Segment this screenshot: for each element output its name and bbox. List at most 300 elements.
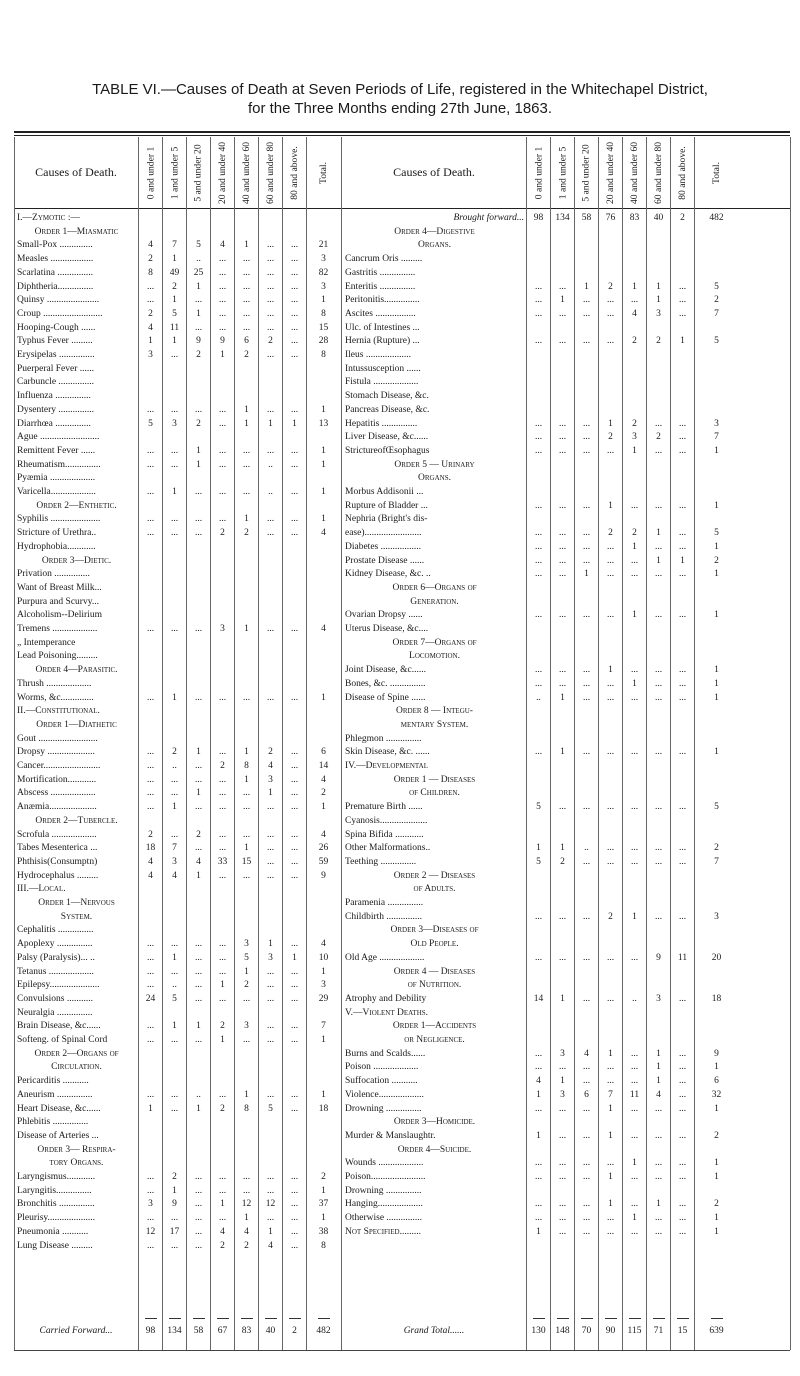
table-cell: ... [582, 665, 591, 676]
table-cell: 2 [608, 281, 613, 292]
table-cell: ... [170, 829, 179, 840]
table-cell: ... [654, 856, 663, 867]
table-cell: 1 [656, 295, 661, 306]
total-cell: 98 [145, 1326, 156, 1336]
table-cell: 1 [148, 336, 153, 347]
header-label: 0 and under 1 [533, 146, 544, 200]
table-row-cause: Order 2—Organs of [34, 1048, 119, 1059]
table-cell: 2 [220, 1240, 225, 1251]
table-cell: ... [290, 1199, 299, 1210]
table-row-cause: Phlegmon ............... [345, 733, 422, 744]
table-cell: ... [654, 843, 663, 854]
table-cell: ... [558, 678, 567, 689]
table-cell: 1 [196, 788, 201, 799]
header-label: 20 and under 40 [217, 141, 228, 205]
table-cell: ... [606, 308, 615, 319]
table-cell: ... [654, 665, 663, 676]
header-label: 60 and under 80 [653, 141, 664, 205]
table-cell: 12 [145, 1226, 156, 1237]
table-cell: .. [268, 459, 273, 470]
table-cell: 1 [714, 445, 719, 456]
table-cell: ... [558, 541, 567, 552]
bottom-rule [14, 1350, 790, 1351]
table-cell: 1 [268, 939, 273, 950]
table-cell: ... [558, 1103, 567, 1114]
total-dash [629, 1318, 641, 1319]
table-cell: 3 [172, 418, 177, 429]
table-cell: 3 [220, 624, 225, 634]
table-row-cause: Burns and Scalds...... [345, 1048, 426, 1059]
table-cell: ... [534, 281, 543, 292]
table-cell: 1 [321, 692, 326, 703]
table-cell: 2 [220, 1021, 225, 1032]
table-cell: ... [534, 1172, 543, 1182]
table-cell: ... [654, 1213, 663, 1224]
table-cell: ... [290, 308, 299, 319]
table-cell: 1 [244, 240, 249, 251]
table-cell: ... [582, 802, 591, 813]
table-cell: 2 [148, 308, 153, 319]
header-age-col-2 [163, 140, 187, 206]
table-cell: ... [606, 541, 615, 552]
table-cell: ... [218, 1213, 227, 1224]
table-row-cause: Teething ............... [345, 856, 417, 867]
table-row-cause: Puerperal Fever ...... [17, 363, 95, 374]
table-cell: ... [678, 1089, 687, 1100]
table-cell: 1 [680, 555, 685, 566]
table-cell: ... [582, 1103, 591, 1114]
table-cell: ... [558, 500, 567, 511]
table-cell: ... [582, 678, 591, 689]
table-cell: ... [582, 1172, 591, 1182]
header-age-col-1 [527, 140, 551, 206]
table-row-cause: mentary System. [400, 719, 469, 730]
table-cell: ... [290, 829, 299, 840]
table-cell: ... [290, 1213, 299, 1224]
header-age-col-5 [623, 140, 647, 206]
table-cell: ... [266, 1172, 275, 1182]
header-age-col-total [307, 140, 341, 206]
table-cell: 1 [584, 569, 589, 580]
table-cell: ... [194, 1035, 203, 1045]
table-cell: 4 [148, 240, 153, 251]
table-cell: ... [146, 1213, 155, 1224]
table-cell: ... [242, 692, 251, 703]
table-cell: ... [194, 404, 203, 415]
table-cell: ... [242, 487, 251, 497]
table-cell: ... [242, 322, 251, 333]
table-cell: 1 [536, 1130, 541, 1141]
table-cell: ... [218, 788, 227, 799]
table-cell: ... [266, 350, 275, 360]
table-cell: ... [266, 240, 275, 251]
table-cell: 12 [265, 1199, 276, 1210]
table-cell: ... [146, 747, 155, 758]
table-cell: ... [170, 350, 179, 360]
table-row-cause: Cephalitis ............... [17, 925, 94, 936]
table-row-cause: Cancer........................ [17, 761, 101, 771]
table-row-cause: Uterus Disease, &c.... [345, 624, 429, 634]
table-cell: 11 [629, 1089, 640, 1100]
table-cell: ... [218, 1185, 227, 1196]
table-cell: ... [582, 541, 591, 552]
table-cell: ... [678, 295, 687, 306]
table-row-cause: Ovarian Dropsy ...... [345, 610, 423, 621]
table-row-cause: Syphilis ..................... [17, 514, 101, 525]
table-cell: ... [534, 541, 543, 552]
table-cell: 1 [656, 1076, 661, 1087]
table-cell: ... [654, 500, 663, 511]
table-cell: 5 [172, 308, 177, 319]
table-row-cause: Old People. [410, 939, 459, 950]
table-cell: 1 [560, 993, 565, 1004]
table-cell: ... [146, 445, 155, 456]
table-cell: 1 [244, 747, 249, 758]
table-cell: 1 [321, 404, 326, 415]
table-cell: ... [654, 1158, 663, 1169]
header-age-col-3 [575, 140, 599, 206]
table-cell: ... [534, 665, 543, 676]
table-cell: ... [630, 295, 639, 306]
table-cell: ... [678, 569, 687, 580]
table-cell: ... [290, 774, 299, 785]
table-row-cause: Order 1—Accidents [392, 1021, 477, 1032]
table-cell: 1 [196, 870, 201, 881]
table-cell: 4 [632, 308, 637, 319]
table-row-cause: Brought forward... [453, 213, 524, 223]
table-cell: 1 [714, 1062, 719, 1073]
table-cell: ... [678, 445, 687, 456]
table-cell: ... [218, 514, 227, 525]
table-row-cause: Order 2 — Diseases [393, 870, 476, 881]
table-cell: 3 [656, 993, 661, 1004]
table-cell: 7 [321, 1021, 326, 1032]
table-cell: ... [558, 1213, 567, 1224]
table-cell: ... [290, 788, 299, 799]
header-age-col-7 [671, 140, 695, 206]
table-cell: 8 [321, 308, 326, 319]
table-cell: 1 [714, 500, 719, 511]
table-cell: 1 [321, 295, 326, 306]
table-row-cause: Pyæmia ................... [17, 473, 96, 484]
table-cell: 9 [714, 1048, 719, 1059]
table-cell: 2 [268, 747, 273, 758]
table-row-cause: Order 2—Tubercle. [35, 815, 118, 826]
total-dash [145, 1318, 157, 1319]
table-row-cause: Drowning ............... [345, 1185, 422, 1196]
table-cell: ... [218, 418, 227, 429]
table-cell: 1 [196, 459, 201, 470]
table-cell: ... [630, 1062, 639, 1073]
table-row-cause: Neuralgia ............... [17, 1007, 93, 1018]
table-cell: 37 [318, 1199, 329, 1210]
table-row-cause: Diabetes ................. [345, 541, 421, 552]
table-row-cause: Locomotion. [409, 651, 460, 662]
table-cell: 8 [148, 267, 153, 278]
table-cell: ... [290, 1185, 299, 1196]
table-cell: ... [606, 445, 615, 456]
table-cell: ... [678, 1048, 687, 1059]
table-row-cause: Want of Breast Milk... [17, 582, 102, 593]
table-cell: 83 [629, 213, 640, 223]
table-cell: 3 [148, 1199, 153, 1210]
table-row-cause: IV.—Developmental [345, 761, 428, 771]
table-cell: ... [534, 747, 543, 758]
table-cell: ... [558, 802, 567, 813]
table-cell: ... [218, 993, 227, 1004]
table-cell: ... [170, 459, 179, 470]
table-cell: 4 [220, 1226, 225, 1237]
table-cell: ... [218, 843, 227, 854]
table-row-cause: Hanging................... [345, 1199, 423, 1210]
table-cell: ... [654, 692, 663, 703]
table-cell: ... [558, 308, 567, 319]
table-cell: 5 [714, 336, 719, 347]
table-cell: 1 [714, 1213, 719, 1224]
table-cell: 482 [709, 213, 724, 223]
table-cell: 11 [677, 952, 688, 963]
table-cell: 2 [632, 418, 637, 429]
header-label: 20 and under 40 [605, 141, 616, 205]
table-cell: 9 [172, 1199, 177, 1210]
table-cell: .. [268, 487, 273, 497]
table-cell: 1 [656, 555, 661, 566]
table-cell: 1 [196, 1021, 201, 1032]
table-row-cause: Poison ................... [345, 1062, 419, 1073]
table-cell: ... [290, 747, 299, 758]
table-row-cause: Worms, &c.............. [17, 692, 94, 703]
table-cell: 7 [714, 856, 719, 867]
table-cell: ... [534, 500, 543, 511]
table-cell: ... [290, 856, 299, 867]
table-cell: 5 [268, 1103, 273, 1114]
table-cell: 33 [217, 856, 228, 867]
table-cell: 40 [653, 213, 664, 223]
table-cell: ... [654, 1172, 663, 1182]
table-cell: ... [218, 939, 227, 950]
table-cell: ... [170, 1213, 179, 1224]
table-row-cause: Hydrocephalus ......... [17, 870, 99, 881]
table-row-cause: Apoplexy ............... [17, 939, 93, 950]
table-cell: ... [678, 1213, 687, 1224]
table-cell: ... [582, 295, 591, 306]
table-row-cause: Disease of Arteries ... [17, 1130, 99, 1141]
header-age-col-3 [187, 140, 211, 206]
table-cell: 134 [555, 213, 570, 223]
table-cell: 1 [244, 418, 249, 429]
table-cell: 8 [244, 761, 249, 771]
table-row-cause: I.—Zymotic :— [17, 213, 80, 223]
table-cell: ... [290, 281, 299, 292]
header-age-col-7 [283, 140, 307, 206]
table-cell: ... [630, 1226, 639, 1237]
table-cell: ... [290, 1240, 299, 1251]
table-cell: 1 [321, 1089, 326, 1100]
table-cell: ... [266, 514, 275, 525]
table-cell: ... [146, 761, 155, 771]
table-row-cause: Hooping-Cough ...... [17, 322, 96, 333]
table-row-cause: Ulc. of Intestines ... [345, 322, 420, 333]
table-row-cause: Scrofula ................... [17, 829, 97, 840]
table-cell: 2 [656, 432, 661, 443]
table-cell: ... [654, 747, 663, 758]
table-row-cause: Atrophy and Debility [345, 993, 427, 1004]
table-cell: 1 [244, 514, 249, 525]
table-cell: 1 [608, 1172, 613, 1182]
table-row-cause: Lung Disease ......... [17, 1240, 93, 1251]
table-cell: ... [290, 1226, 299, 1237]
table-cell: ... [678, 993, 687, 1004]
table-cell: 5 [148, 418, 153, 429]
table-cell: 11 [169, 322, 180, 333]
table-cell: 1 [632, 610, 637, 621]
table-cell: 26 [318, 843, 329, 854]
table-cell: ... [678, 678, 687, 689]
table-cell: ... [534, 528, 543, 539]
table-row-cause: tory Organs. [49, 1158, 104, 1169]
table-row-cause: III.—Local. [17, 884, 66, 895]
table-cell: ... [266, 856, 275, 867]
table-cell: ... [218, 322, 227, 333]
table-row-cause: Violence................... [345, 1089, 424, 1100]
table-row-cause: Gastritis ............... [345, 267, 416, 278]
table-cell: 9 [656, 952, 661, 963]
table-row-cause: System. [60, 911, 93, 922]
table-cell: ... [678, 843, 687, 854]
table-cell: 1 [560, 843, 565, 854]
table-row-cause: of Children. [409, 788, 460, 799]
table-cell: ... [654, 541, 663, 552]
table-cell: ... [290, 993, 299, 1004]
table-cell: 1 [680, 336, 685, 347]
table-cell: ... [678, 1130, 687, 1141]
table-cell: .. [196, 254, 201, 265]
table-cell: 1 [268, 418, 273, 429]
table-row-cause: Tabes Mesenterica ... [17, 843, 98, 854]
table-cell: ... [146, 295, 155, 306]
table-cell: 1 [632, 911, 637, 922]
table-cell: 1 [321, 459, 326, 470]
table-cell: 2 [148, 254, 153, 265]
table-cell: ... [146, 487, 155, 497]
table-row-cause: Phlebitis ............... [17, 1117, 89, 1128]
table-cell: ... [630, 569, 639, 580]
table-cell: ... [630, 856, 639, 867]
table-cell: 1 [148, 1103, 153, 1114]
table-cell: ... [170, 528, 179, 539]
table-row-cause: Palsy (Paralysis)... .. [17, 952, 95, 963]
table-row-cause: Fistula ................... [345, 377, 419, 388]
table-cell: 1 [220, 350, 225, 360]
table-cell: 1 [244, 966, 249, 977]
table-cell: ... [582, 1130, 591, 1141]
table-cell: 1 [632, 678, 637, 689]
table-cell: ... [242, 829, 251, 840]
table-cell: 8 [244, 1103, 249, 1114]
table-cell: 1 [244, 1213, 249, 1224]
table-cell: ... [266, 308, 275, 319]
table-row-cause: Bronchitis ............... [17, 1199, 95, 1210]
header-age-col-4 [211, 140, 235, 206]
table-cell: ... [218, 802, 227, 813]
table-cell: ... [290, 1103, 299, 1114]
table-cell: ... [242, 1035, 251, 1045]
table-cell: ... [534, 418, 543, 429]
table-cell: ... [194, 952, 203, 963]
table-cell: ... [678, 1103, 687, 1114]
total-cell: 134 [167, 1326, 182, 1336]
table-row-cause: Order 2—Enthetic. [36, 500, 117, 511]
top-rule [14, 131, 790, 133]
table-cell: ... [218, 281, 227, 292]
table-cell: 5 [196, 240, 201, 251]
total-label: Grand Total...... [403, 1326, 465, 1336]
total-dash [653, 1318, 665, 1319]
table-row-cause: Order 4—Parasitic. [35, 665, 118, 676]
table-row-cause: Thrush ................... [17, 678, 92, 689]
table-cell: ... [218, 692, 227, 703]
total-cell: 58 [193, 1326, 204, 1336]
table-cell: 1 [632, 281, 637, 292]
table-row-cause: Mortification............ [17, 774, 97, 785]
table-cell: ... [606, 555, 615, 566]
table-row-cause: Ascites ................. [345, 308, 416, 319]
table-cell: 25 [193, 267, 204, 278]
table-cell: 9 [321, 870, 326, 881]
table-cell: 3 [321, 980, 326, 991]
table-row-cause: Order 1—Diathetic [36, 719, 117, 730]
table-cell: ... [290, 336, 299, 347]
header-label: 40 and under 60 [629, 141, 640, 205]
table-cell: ... [194, 802, 203, 813]
table-row-cause: Premature Birth ...... [345, 802, 423, 813]
table-cell: ... [194, 1213, 203, 1224]
table-row-cause: Hydrophobia............ [17, 541, 96, 552]
table-row-cause: Alcoholism--Delirium [17, 610, 102, 621]
table-cell: ... [266, 528, 275, 539]
table-cell: 4 [268, 1240, 273, 1251]
table-cell: ... [266, 404, 275, 415]
table-row-cause: Lead Poisoning......... [17, 651, 98, 662]
table-cell: ... [290, 445, 299, 456]
table-row-cause: Typhus Fever ......... [17, 336, 93, 347]
table-cell: ... [194, 487, 203, 497]
table-cell: ... [606, 1213, 615, 1224]
table-cell: 1 [172, 952, 177, 963]
title-line-1: TABLE VI.—Causes of Death at Seven Periods of Life, registered in the Whitechapel District, [92, 81, 708, 98]
table-cell: 18 [145, 843, 156, 854]
table-row-cause: Liver Disease, &c...... [345, 432, 429, 443]
table-cell: 32 [711, 1089, 722, 1100]
table-cell: 3 [560, 1048, 565, 1059]
table-row-cause: Convulsions ........... [17, 993, 94, 1004]
table-cell: ... [534, 555, 543, 566]
table-row-cause: Spina Bifida ............ [345, 829, 424, 840]
table-cell: .. [172, 761, 177, 771]
table-row-cause: Kidney Disease, &c. .. [345, 569, 431, 580]
table-cell: 3 [244, 1021, 249, 1032]
table-cell: 2 [196, 418, 201, 429]
table-cell: ... [582, 1226, 591, 1237]
table-cell: ... [630, 1048, 639, 1059]
table-cell: ... [558, 528, 567, 539]
top-rule-thin [14, 135, 790, 136]
total-label: Carried Forward... [39, 1326, 113, 1336]
table-cell: 1 [714, 692, 719, 703]
table-cell: ... [606, 1062, 615, 1073]
table-cell: 1 [608, 500, 613, 511]
table-cell: 3 [656, 308, 661, 319]
